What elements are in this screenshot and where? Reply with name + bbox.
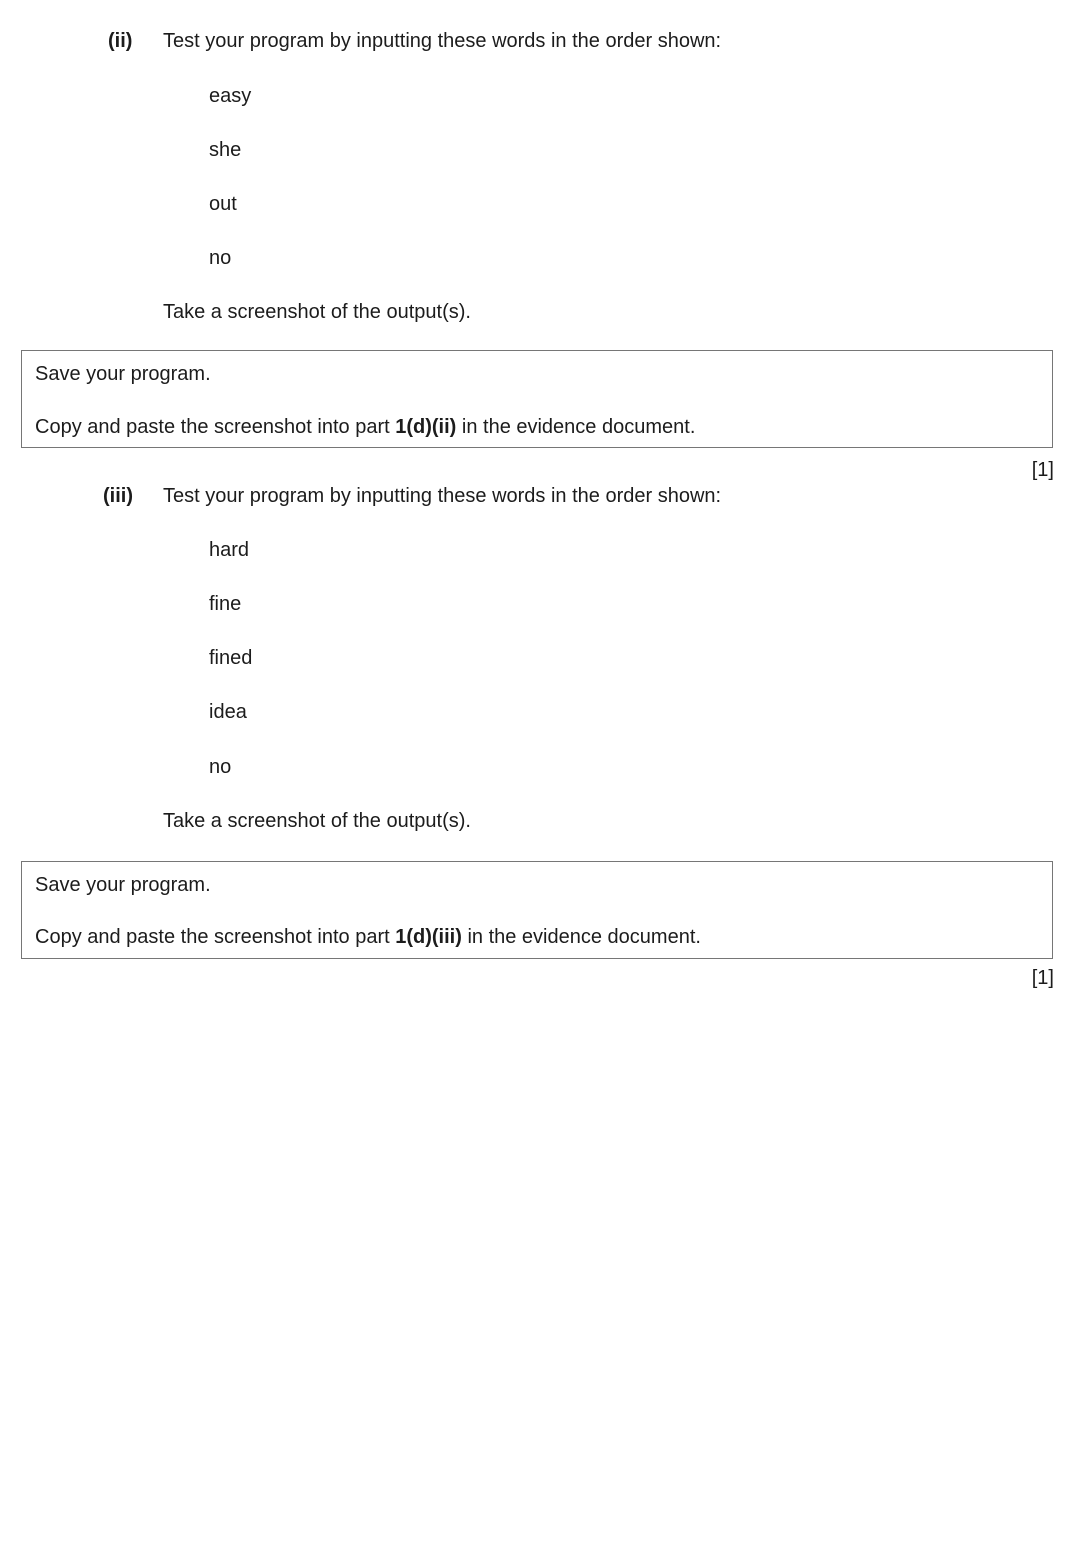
evidence-part-ref: 1(d)(iii) bbox=[395, 926, 462, 948]
copy-paste-prefix: Copy and paste the screenshot into part bbox=[35, 416, 396, 438]
evidence-part-ref: 1(d)(ii) bbox=[395, 416, 457, 438]
take-screenshot-text-iii: Take a screenshot of the output(s). bbox=[163, 810, 471, 832]
save-instruction-box-ii bbox=[21, 350, 1053, 448]
copy-paste-suffix: in the evidence document. bbox=[461, 926, 701, 948]
copy-paste-suffix: in the evidence document. bbox=[456, 416, 696, 438]
question-number-iii: (iii) bbox=[103, 485, 133, 507]
word-item: hard bbox=[209, 539, 250, 561]
copy-paste-text bbox=[35, 415, 695, 439]
save-instruction-box-iii bbox=[21, 861, 1053, 959]
word-item: fined bbox=[209, 647, 253, 669]
copy-paste-text bbox=[35, 925, 701, 949]
word-item: easy bbox=[209, 85, 252, 107]
word-item: fine bbox=[209, 593, 242, 615]
word-item: no bbox=[209, 756, 232, 778]
word-item: she bbox=[209, 139, 242, 161]
copy-paste-prefix: Copy and paste the screenshot into part bbox=[35, 926, 396, 948]
instruction-text-iii: Test your program by inputting these words in the order shown: bbox=[163, 485, 722, 507]
word-item: no bbox=[209, 247, 232, 269]
question-number-ii: (ii) bbox=[108, 30, 133, 52]
instruction-text-ii: Test your program by inputting these words in the order shown: bbox=[163, 30, 722, 52]
marks-label-iii: [1] bbox=[1031, 967, 1054, 989]
word-item: idea bbox=[209, 701, 247, 723]
marks-label-ii: [1] bbox=[1031, 459, 1054, 481]
word-item: out bbox=[209, 193, 237, 215]
save-program-text: Save your program. bbox=[35, 363, 211, 385]
take-screenshot-text-ii: Take a screenshot of the output(s). bbox=[163, 301, 471, 323]
save-program-text: Save your program. bbox=[35, 874, 211, 896]
